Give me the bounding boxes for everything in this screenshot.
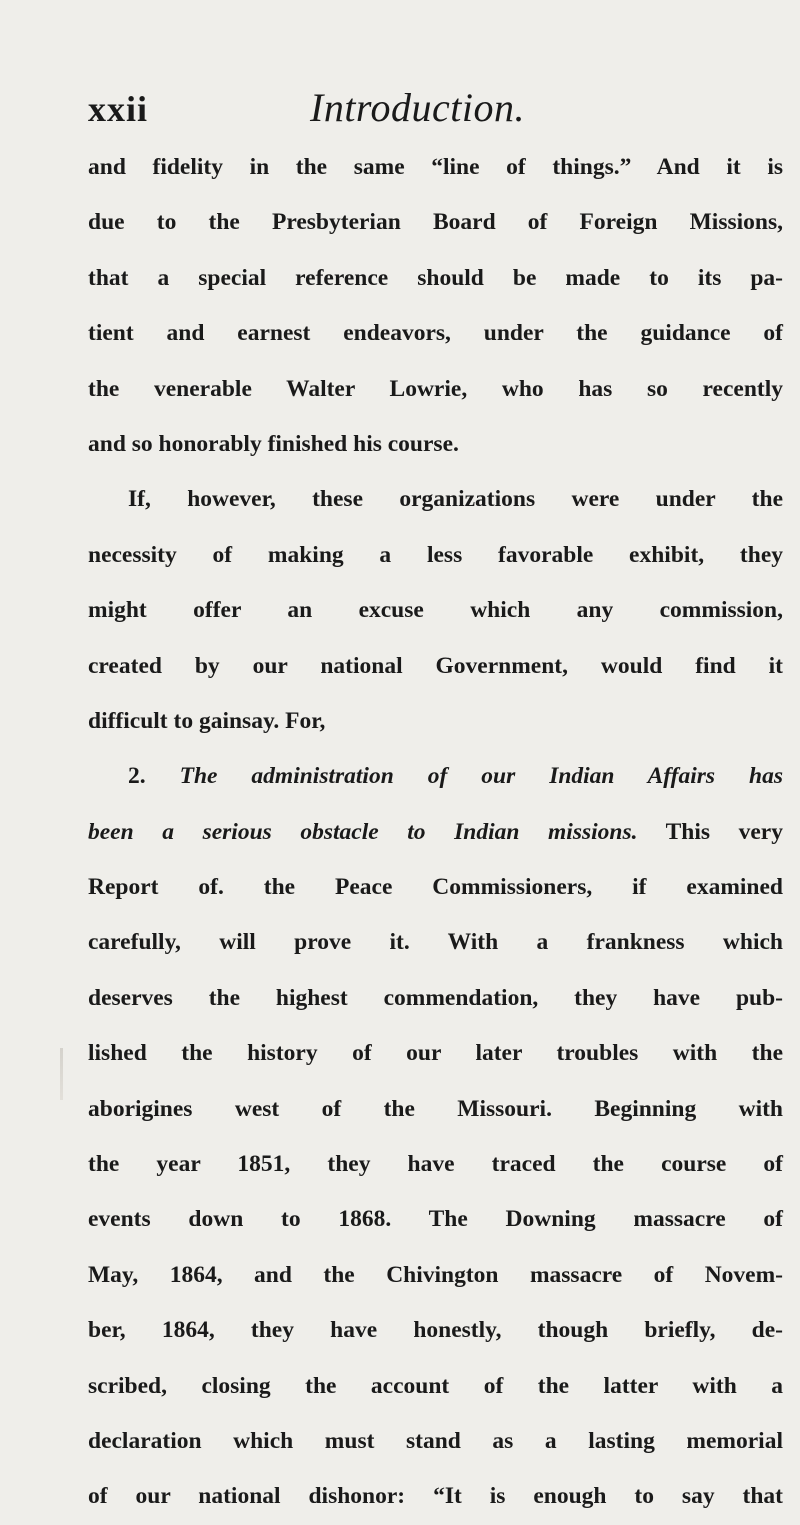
text-line: created by our national Government, would find it bbox=[88, 652, 783, 679]
text-line: If, however, these organizations were under the bbox=[128, 486, 783, 513]
text-line: and so honorably finished his course. bbox=[88, 430, 459, 457]
text-line: declaration which must stand as a lasting memorial bbox=[88, 1427, 783, 1454]
text-line: May, 1864, and the Chivington massacre of Novem- bbox=[88, 1261, 783, 1288]
point-heading-italic: The administration of our Indian Affairs has bbox=[179, 763, 783, 790]
page-header bbox=[0, 85, 800, 138]
text-line: tient and earnest endeavors, under the guidance of bbox=[88, 320, 783, 347]
text-line: deserves the highest commendation, they have pub- bbox=[88, 984, 783, 1011]
text-line: aborigines west of the Missouri. Beginning with bbox=[88, 1095, 783, 1122]
text-fragment: This very bbox=[637, 818, 783, 845]
text-line: necessity of making a less favorable exhibit, they bbox=[88, 541, 783, 568]
text-line: might offer an excuse which any commission, bbox=[88, 597, 783, 624]
text-line: the venerable Walter Lowrie, who has so recently bbox=[88, 375, 783, 402]
body-text bbox=[88, 140, 783, 1525]
text-line: and fidelity in the same “line of things.” And it is bbox=[88, 154, 783, 180]
text-line: Report of. the Peace Commissioners, if examined bbox=[88, 874, 783, 901]
text-line: events down to 1868. The Downing massacre of bbox=[88, 1206, 783, 1233]
text-line: ber, 1864, they have honestly, though briefly, de- bbox=[88, 1317, 783, 1344]
scan-artifact bbox=[60, 1048, 63, 1100]
text-line: scribed, closing the account of the latter with a bbox=[88, 1372, 783, 1399]
text-line: carefully, will prove it. With a frankness which bbox=[88, 929, 783, 956]
point-heading-italic-cont: been a serious obstacle to Indian missions. bbox=[88, 818, 638, 845]
text-line: due to the Presbyterian Board of Foreign Missions, bbox=[88, 209, 783, 236]
text-line: of our national dishonor: “It is enough to say that bbox=[88, 1483, 783, 1510]
text-line-mixed bbox=[88, 805, 783, 860]
page-number: xxii bbox=[88, 89, 149, 129]
text-line-numbered-heading bbox=[88, 749, 783, 804]
point-number: 2. bbox=[128, 763, 180, 790]
text-line: difficult to gainsay. For, bbox=[88, 707, 326, 734]
running-head: Introduction. bbox=[310, 85, 525, 130]
text-line: lished the history of our later troubles with the bbox=[88, 1040, 783, 1067]
text-line: that a special reference should be made to its pa- bbox=[88, 264, 783, 291]
text-line: the year 1851, they have traced the course of bbox=[88, 1151, 783, 1178]
